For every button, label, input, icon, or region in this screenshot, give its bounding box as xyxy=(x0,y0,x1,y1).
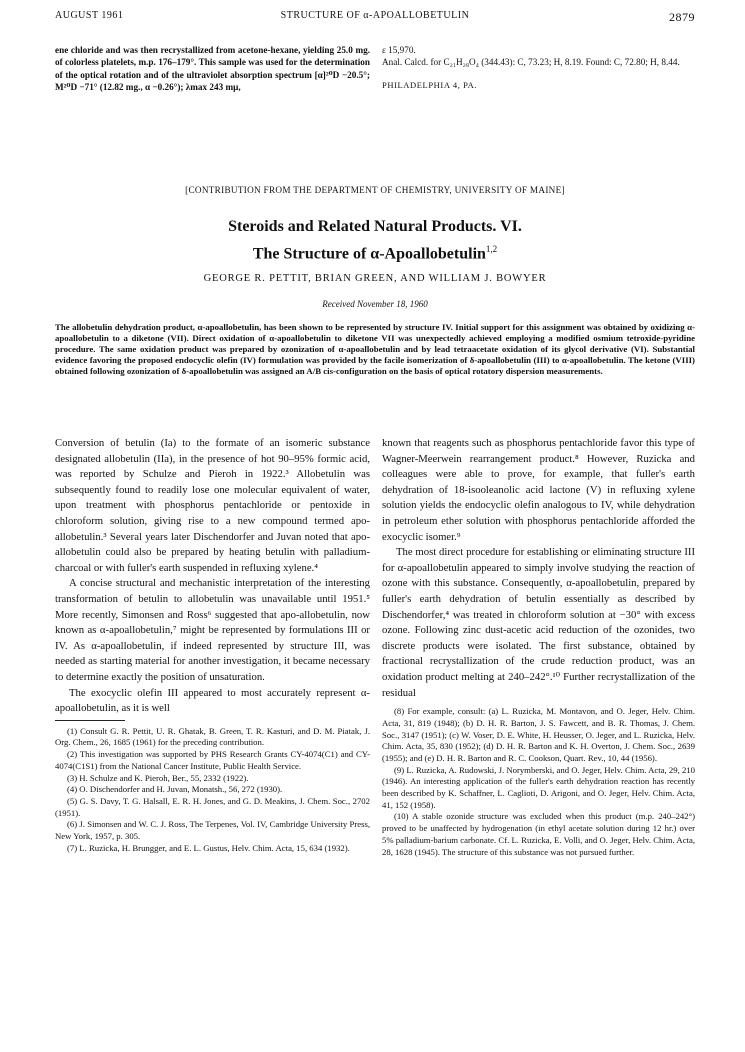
title-line-2-text: The Structure of α-Apoallobetulin xyxy=(252,245,486,263)
right-column xyxy=(382,436,695,858)
paragraph: A concise structural and mechanistic interpretation of the interesting transformation of betulin to allobetulin was unavailable until 1951.⁵ More recently, Simonsen and Ross⁶ suggested that apo-allobetulin, now known as α-apoallobetulin,⁷ might be represented by formulations III or IV. As α-apoallobetulin, if indeed represented by structure III, was needed as starting material for another investigation, it became necessary to determine exactly the position of unsaturation. xyxy=(55,577,370,683)
title-line-1: Steroids and Related Natural Products. VI. xyxy=(228,218,522,235)
received-date: Received November 18, 1960 xyxy=(322,299,428,309)
left-body-text xyxy=(55,436,370,717)
footnote: (1) Consult G. R. Pettit, U. R. Ghatak, B. Green, T. R. Kasturi, and D. M. Piatak, J. Org. Chem., 26, 1685 (1961) for the preceding contribution. xyxy=(55,725,370,748)
author-list: GEORGE R. PETTIT, BRIAN GREEN, AND WILLIAM J. BOWYER xyxy=(203,273,547,284)
footnote: (7) L. Ruzicka, H. Brungger, and E. L. Gustus, Helv. Chim. Acta, 15, 634 (1932). xyxy=(67,842,350,853)
paragraph: The most direct procedure for establishing or eliminating structure III for α-apoallobetulin appeared to simply involve studying the reaction of ozone with this substance. Consequently, α-apoallobetulin, prepared by fuller's earth dehydration of betulin essentially as described by Dischendorfer,⁴ was treated in chloroform solution at −30° with excess ozone. Following zinc dust-acetic acid reduction of the ozonides, two discrete products were isolated. The first substance, obtained by fractional recrystallization of the crude reduction product, was an oxidation product melting at 240–242°.¹⁰ Further recrystallization of the residual xyxy=(382,546,695,699)
footnote: (2) This investigation was supported by PHS Research Grants CY-4074(C1) and CY-4074(C1S1) from the National Cancer Institute, Public Health Service. xyxy=(55,749,370,771)
footnote: (5) G. S. Davy, T. G. Halsall, E. R. H. Jones, and G. D. Meakins, J. Chem. Soc., 2702 (1951). xyxy=(55,795,370,818)
footnote: (10) A stable ozonide structure was excluded when this product (m.p. 240–242°) proved to be unaffected by hydrogenation (in ethyl acetate solution during 12 hr.) over 5% palladium-barium carbonate. Cf. L. Ruzicka, E. Volli, and O. Jeger, Helv. Chim. Acta, 28, 1628 (1945). The structure of this substance was not pursued further. xyxy=(382,811,695,857)
footnote: (3) H. Schulze and K. Pieroh, Ber., 55, 2332 (1922). xyxy=(67,772,249,783)
title-line-2 xyxy=(55,238,695,265)
elemental-analysis: Anal. Calcd. for C₂₁H₂₈O₄ (344.43): C, 73.23; H, 8.19. Found: C, 72.80; H, 8.44. xyxy=(382,57,680,68)
footnote-divider xyxy=(55,720,125,721)
footnote: (6) J. Simonsen and W. C. J. Ross, The Terpenes, Vol. IV, Cambridge University Press, New York, 1957, p. 305. xyxy=(55,819,370,842)
abstract: The allobetulin dehydration product, α-apoallobetulin, has been shown to be represented by structure IV. Initial support for this assignment was obtained by oxidizing α-apoallobetulin to a diketone (VII). Direct oxidation of α-apoallobetulin to diketone VII was unexpectedly achieved employing a modified osmium tetroxide-pyridine procedure. The same oxidation product was prepared by ozonization of α-apoallobetulin and by lead tetraacetate oxidation of its glycol derivative (VI). Substantial evidence favoring the proposed endocyclic olefin (IV) formulation was provided by the facile isomerization of δ-apoallobetulin (III) to α-apoallobetulin. The ketone (VIII) obtained following ozonization of δ-apoallobetulin was assigned an A/B cis-configuration on the basis of optical rotatory dispersion measurements. xyxy=(55,322,695,376)
previous-article-text: ene chloride and was then recrystallized from acetone-hexane, yielding 25.0 mg. of colorless platelets, m.p. 176–179°. This sample was used for the determination of the optical rotation and of the ultraviolet absorption spectrum [α]²⁰D −20.5°; M²⁰D −71° (12.82 mg., α −0.26°); λmax 243 mμ, xyxy=(55,45,370,92)
contribution-line: [CONTRIBUTION FROM THE DEPARTMENT OF CHEMISTRY, UNIVERSITY OF MAINE] xyxy=(185,185,565,195)
page-number: 2879 xyxy=(669,10,695,24)
issue-date: AUGUST 1961 xyxy=(55,10,124,21)
title-footnote-refs: 1,2 xyxy=(485,244,498,254)
paragraph: The exocyclic olefin III appeared to most accurately represent α-apoallobetulin, as it is well xyxy=(55,686,370,715)
paragraph: Conversion of betulin (Ia) to the formate of an isomeric substance designated allobetulin (IIa), in the presence of hot 90–95% formic acid, was reported by Schulze and Pieroh in 1922.³ Allobetulin was subsequently found to readily lose one molecular equivalent of water, upon treatment with phosphorus pentachloride or pentoxide in chloroform solution, giving rise to a new compound termed apo-allobetulin.³ Several years later Dischendorfer and Juvan noted that apo-allobetulin could also be prepared by heating betulin with palladium-charcoal or with fuller's earth suspended in refluxing xylene.⁴ xyxy=(55,437,370,574)
footnote: (4) O. Dischendorfer and H. Juvan, Monatsh., 56, 272 (1930). xyxy=(67,784,283,795)
epsilon-value: ε 15,970. xyxy=(382,45,416,55)
author-location: PHILADELPHIA 4, PA. xyxy=(382,79,478,90)
left-footnotes xyxy=(55,726,370,855)
previous-article-end xyxy=(382,44,695,91)
left-column xyxy=(55,436,370,854)
running-head xyxy=(55,10,695,26)
right-body-text xyxy=(382,436,695,701)
footnote: (9) L. Ruzicka, A. Rudowski, J. Norymberski, and O. Jeger, Helv. Chim. Acta, 29, 210 (1946). An interesting application of the fuller's earth dehydration reaction has recently been described by K. Schaffner, L. Caglioti, D. Arigoni, and O. Jeger, Helv. Chim. Acta, 41, 152 (1958). xyxy=(382,764,695,810)
running-title: STRUCTURE OF α-APOALLOBETULIN xyxy=(280,10,470,21)
footnote: (8) For example, consult: (a) L. Ruzicka, M. Montavon, and O. Jeger, Helv. Chim. Acta, 31, 819 (1948); (b) D. H. R. Barton, J. S. Fawcett, and B. R. Thomas, J. Chem. Soc., 3147 (1951); (c) W. Voser, D. E. White, H. Heusser, O. Jeger, and L. Ruzicka, Helv. Chim. Acta, 35, 830 (1952); (d) D. H. R. Barton and K. H. Overton, J. Chem. Soc., 2639 (1955); and (e) D. H. R. Barton and R. C. Cookson, Quart. Rev., 10, 44 (1956). xyxy=(382,706,695,763)
paragraph: known that reagents such as phosphorus pentachloride favor this type of Wagner-Meerwein rearrangement product.⁸ However, Ruzicka and colleagues were able to prove, for example, that fuller's earth dehydration of 18-isooleanolic acid lactone (V) in refluxing xylene solution yields the endocyclic olefin analogous to IV, while dehydration in petroleum ether solution with phosphorus pentachloride afforded the exocyclic isomer.⁹ xyxy=(382,437,695,543)
article-title xyxy=(55,216,695,265)
right-footnotes xyxy=(382,706,695,858)
